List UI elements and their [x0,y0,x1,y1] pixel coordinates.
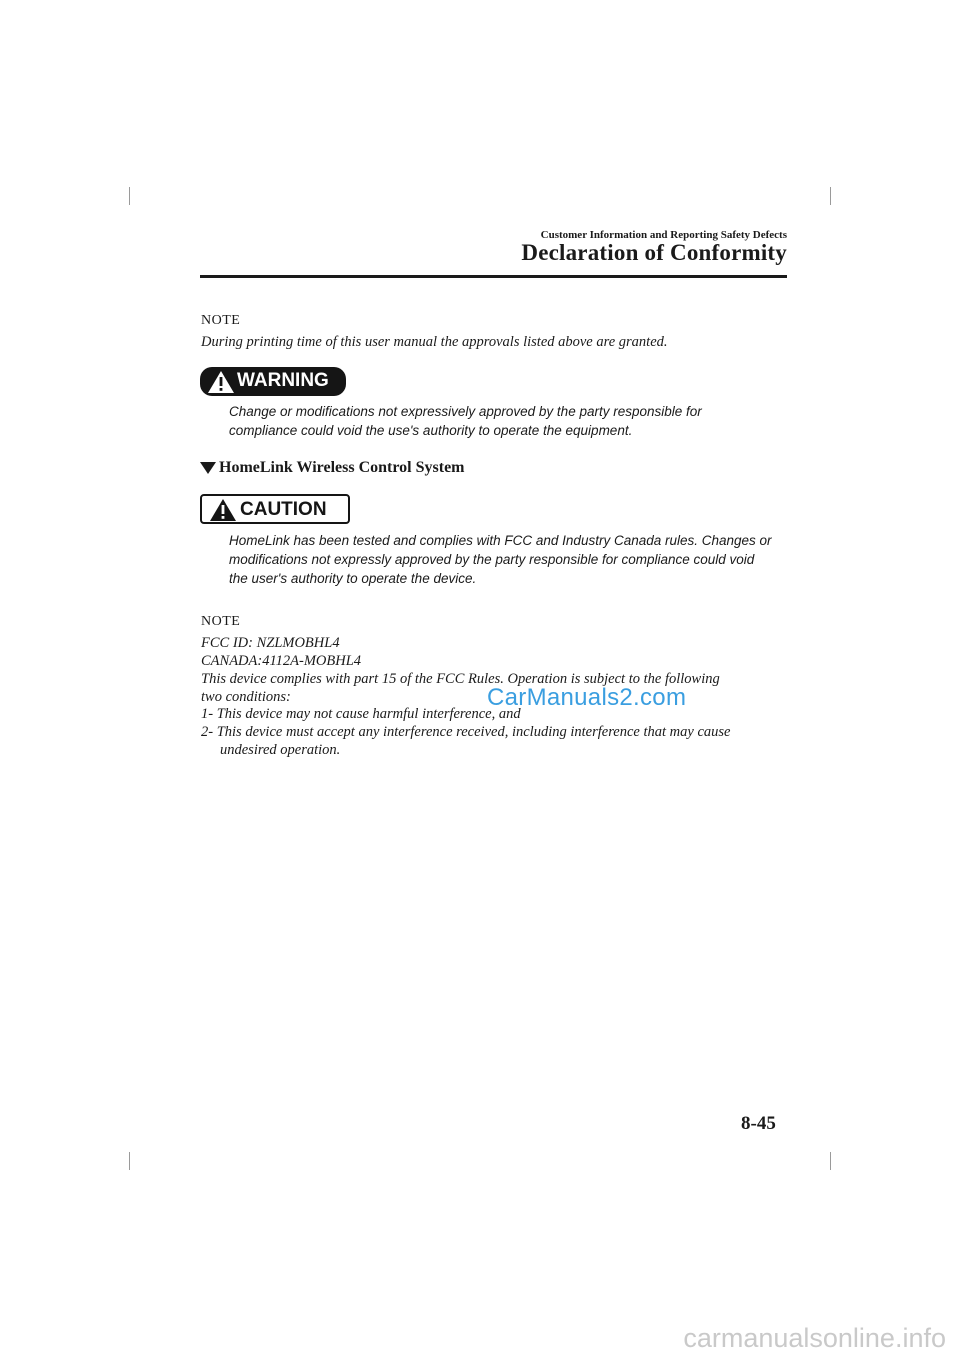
warning-badge-label: WARNING [237,370,329,391]
caution-text-line: the user's authority to operate the device. [229,571,477,586]
note-line: undesired operation. [220,742,341,758]
note-label: NOTE [201,313,241,328]
caution-text-line: modifications not expressly approved by the party responsible for compliance could void [229,552,755,567]
footer-watermark: carmanualsonline.info [683,1323,946,1353]
note-line: CANADA:4112A-MOBHL4 [201,653,362,669]
note-text: During printing time of this user manual the approvals listed above are granted. [201,334,668,350]
crop-mark [830,1152,831,1170]
caution-badge [200,494,350,524]
warning-triangle-icon [209,498,237,522]
page-title: Declaration of Conformity [521,240,787,265]
crop-mark [830,187,831,205]
section-heading [200,459,465,477]
warning-badge [200,367,346,396]
warning-text-line: compliance could void the use's authority to operate the equipment. [229,423,633,438]
header-rule [200,275,787,278]
note-line: This device complies with part 15 of the FCC Rules. Operation is subject to the following [201,671,720,687]
crop-mark [129,187,130,205]
warning-text-line: Change or modifications not expressively approved by the party responsible for [229,404,702,419]
section-header: Customer Information and Reporting Safety Defects [540,229,787,241]
caution-badge-label: CAUTION [240,499,327,520]
note-label: NOTE [201,614,241,629]
section-heading-label: HomeLink Wireless Control System [219,459,465,476]
watermark: CarManuals2.com [487,684,687,711]
warning-triangle-icon [207,370,235,394]
note-line: two conditions: [201,689,291,705]
note-line: 2- This device must accept any interference received, including interference that may cause [201,724,731,740]
note-line: FCC ID: NZLMOBHL4 [201,635,340,651]
page-number: 8-45 [741,1113,776,1134]
caution-text-line: HomeLink has been tested and complies with FCC and Industry Canada rules. Changes or [229,533,772,548]
crop-mark [129,1152,130,1170]
triangle-down-icon [200,462,216,474]
note-line: 1- This device may not cause harmful interference, and [201,706,521,722]
